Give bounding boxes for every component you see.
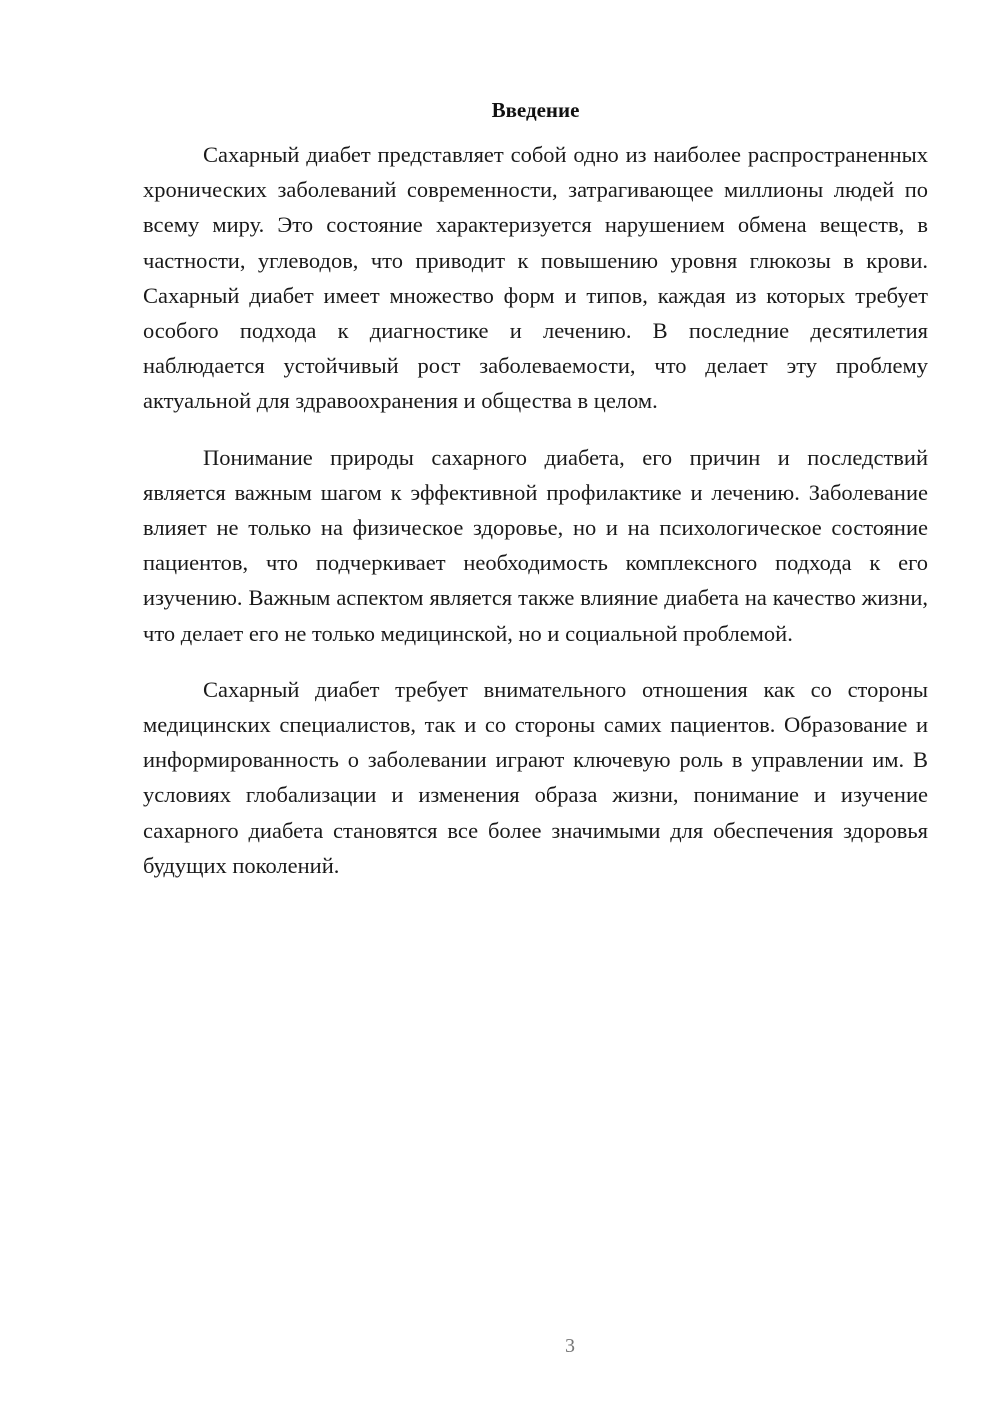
paragraph-1: Сахарный диабет представляет собой одно из наиболее распространенных хронических заболеваний современности, затрагивающее миллионы людей по всему миру. Это состояние характеризуется нарушением обмена веществ, в частности, углеводов, что приводит к повышению уровня глюкозы в крови. Сахарный диабет имеет множество форм и типов, каждая из которых требует особого подхода к диагностике и лечению. В последние десятилетия наблюдается устойчивый рост заболеваемости, что делает эту проблему актуальной для здравоохранения и общества в целом. <box>143 142 928 414</box>
page-number: 3 <box>565 1335 575 1357</box>
page-content <box>143 95 928 904</box>
paragraph-2: Понимание природы сахарного диабета, его причин и последствий является важным шагом к эффективной профилактике и лечению. Заболевание влияет не только на физическое здоровье, но и на психологическое состояние пациентов, что подчеркивает необходимость комплексного подхода к его изучению. Важным аспектом является также влияние диабета на качество жизни, что делает его не только медицинской, но и социальной проблемой. <box>143 444 928 646</box>
section-title: Введение <box>491 98 580 122</box>
paragraph-3: Сахарный диабет требует внимательного отношения как со стороны медицинских специалистов, так и со стороны самих пациентов. Образование и информированность о заболевании играют ключевую роль в управлении им. В условиях глобализации и изменения образа жизни, понимание и изучение сахарного диабета становятся все более значимыми для обеспечения здоровья будущих поколений. <box>143 676 928 878</box>
